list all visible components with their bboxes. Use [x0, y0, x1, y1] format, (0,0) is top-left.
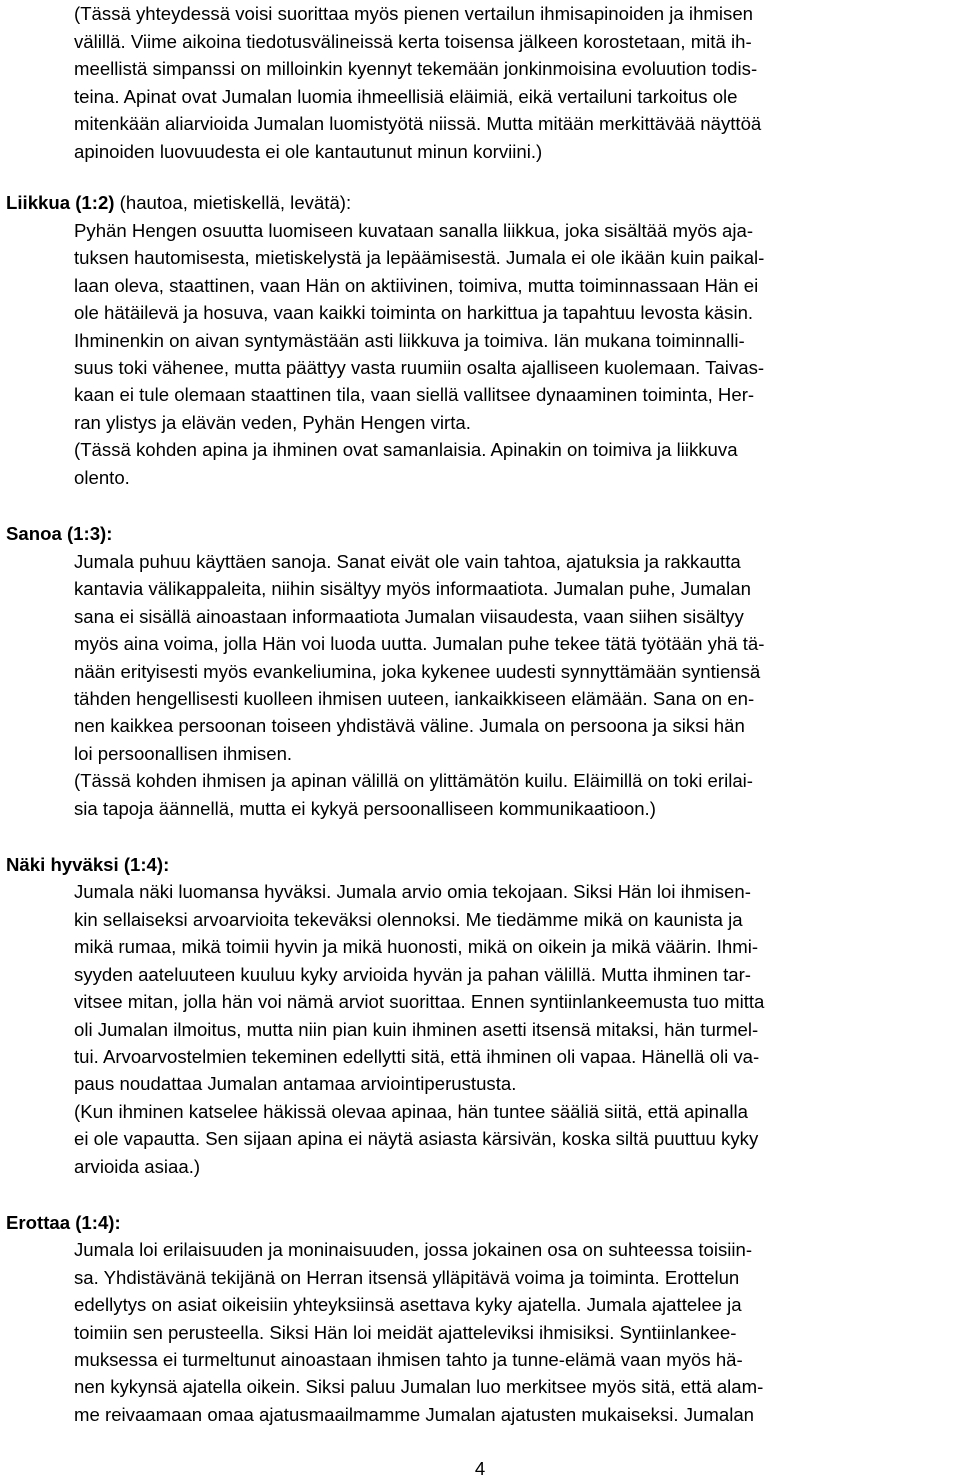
section-line: ran ylistys ja elävän veden, Pyhän Hengen virta.	[74, 412, 471, 433]
section-line: tähden hengellisesti kuolleen ihmisen uuteen, iankaikkiseen elämään. Sana on en-	[74, 688, 755, 709]
section-line: ei ole vapautta. Sen sijaan apina ei näytä asiasta kärsivän, koska siltä puuttuu kyky	[74, 1128, 759, 1149]
section-line: muksessa ei turmeltunut ainoastaan ihmisen tahto ja tunne-elämä vaan myös hä-	[74, 1349, 743, 1370]
intro-line: (Tässä yhteydessä voisi suorittaa myös pienen vertailun ihmisapinoiden ja ihmisen	[74, 3, 754, 24]
section-heading-term: Sanoa (1:3):	[6, 523, 113, 544]
section-heading-term: Näki hyväksi (1:4):	[6, 854, 170, 875]
section-line: arvioida asiaa.)	[74, 1156, 201, 1177]
section-line: kaan ei tule olemaan staattinen tila, vaan siellä vallitsee dynaaminen toiminta, Her-	[74, 384, 755, 405]
section-line: Jumala näki luomansa hyväksi. Jumala arvio omia tekojaan. Siksi Hän loi ihmisen-	[74, 881, 751, 902]
intro-line: apinoiden luovuudesta ei ole kantautunut minun korviini.)	[74, 141, 543, 162]
section-line: syyden aateluuteen kuuluu kyky arvioida hyvän ja pahan välillä. Mutta ihminen tar-	[74, 964, 751, 985]
section-line: (Kun ihminen katselee häkissä olevaa apinaa, hän tuntee sääliä siitä, että apinalla	[74, 1101, 748, 1122]
intro-line: mitenkään aliarvioida Jumalan luomistyötä niissä. Mutta mitään merkittävää näyttöä	[74, 113, 762, 134]
page-number: 4	[474, 1458, 486, 1479]
section-line: (Tässä kohden ihmisen ja apinan välillä on ylittämätön kuilu. Eläimillä on toki erilai-	[74, 770, 753, 791]
section-line: kin sellaiseksi arvoarvioita tekeväksi olennoksi. Me tiedämme mikä on kaunista ja	[74, 909, 743, 930]
section-heading	[6, 1211, 121, 1235]
section-line: Jumala loi erilaisuuden ja moninaisuuden, jossa jokainen osa on suhteessa toisiin-	[74, 1239, 753, 1260]
section-heading	[6, 191, 351, 215]
section-line: loi persoonallisen ihmisen.	[74, 743, 293, 764]
section-line: suus toki vähenee, mutta päättyy vasta ruumiin osalta ajalliseen kuolemaan. Taivas-	[74, 357, 765, 378]
section-line: mikä rumaa, mikä toimii hyvin ja mikä huonosti, mikä on oikein ja mikä väärin. Ihmi-	[74, 936, 759, 957]
section-heading	[6, 522, 112, 546]
section-line: sia tapoja äännellä, mutta ei kykyä persoonalliseen kommunikaatioon.)	[74, 798, 656, 819]
section-line: nään erityisesti myös evankeliumina, joka kykenee uudesti synnyttämään syntiensä	[74, 661, 761, 682]
section-line: nen kaikkea persoonan toiseen yhdistävä väline. Jumala on persoona ja siksi hän	[74, 715, 745, 736]
section-line: Jumala puhuu käyttäen sanoja. Sanat eivät ole vain tahtoa, ajatuksia ja rakkautta	[74, 551, 741, 572]
section-line: nen kykynsä ajatella oikein. Siksi paluu Jumalan luo merkitsee myös sitä, että alam-	[74, 1376, 764, 1397]
section-line: oli Jumalan ilmoitus, mutta niin pian kuin ihminen asetti itsensä mitaksi, hän turmel-	[74, 1019, 759, 1040]
section-line: tui. Arvoarvostelmien tekeminen edellytti sitä, että ihminen oli vapaa. Hänellä oli va-	[74, 1046, 760, 1067]
section-line: toimiin sen perusteella. Siksi Hän loi meidät ajatteleviksi ihmisiksi. Syntiinlankee-	[74, 1322, 737, 1343]
section-line: sana ei sisällä ainoastaan informaatiota Jumalan viisaudesta, vaan siihen sisältyy	[74, 606, 744, 627]
section-line: vitsee mitan, jolla hän voi nämä arviot suorittaa. Ennen syntiinlankeemusta tuo mitta	[74, 991, 765, 1012]
section-line: laan oleva, staattinen, vaan Hän on aktiivinen, toimiva, mutta toiminnassaan Hän ei	[74, 275, 759, 296]
section-heading-term: Liikkua (1:2)	[6, 192, 115, 213]
section-line: olento.	[74, 467, 130, 488]
section-line: Pyhän Hengen osuutta luomiseen kuvataan sanalla liikkua, joka sisältää myös aja-	[74, 220, 754, 241]
section-line: (Tässä kohden apina ja ihminen ovat samanlaisia. Apinakin on toimiva ja liikkuva	[74, 439, 738, 460]
section-heading	[6, 853, 169, 877]
section-line: Ihminenkin on aivan syntymästään asti liikkuva ja toimiva. Iän mukana toiminnalli-	[74, 330, 745, 351]
section-line: paus noudattaa Jumalan antamaa arviointiperustusta.	[74, 1073, 517, 1094]
intro-line: meellistä simpanssi on milloinkin kyennyt tekemään jonkinmoisina evoluution todis-	[74, 58, 758, 79]
section-heading-note: (hautoa, mietiskellä, levätä):	[114, 192, 352, 213]
section-line: sa. Yhdistävänä tekijänä on Herran itsensä ylläpitävä voima ja toiminta. Erottelun	[74, 1267, 740, 1288]
section-line: edellytys on asiat oikeisiin yhteyksiinsä asettava kyky ajatella. Jumala ajattelee ja	[74, 1294, 742, 1315]
section-line: kantavia välikappaleita, niihin sisältyy myös informaatiota. Jumalan puhe, Jumalan	[74, 578, 751, 599]
section-line: myös aina voima, jolla Hän voi luoda uutta. Jumalan puhe tekee tätä työtään yhä tä-	[74, 633, 765, 654]
intro-line: teina. Apinat ovat Jumalan luomia ihmeellisiä eläimiä, eikä vertailuni tarkoitus ole	[74, 86, 738, 107]
section-heading-term: Erottaa (1:4):	[6, 1212, 121, 1233]
section-line: me reivaamaan omaa ajatusmaailmamme Jumalan ajatusten mukaiseksi. Jumalan	[74, 1404, 755, 1425]
intro-line: välillä. Viime aikoina tiedotusvälineissä kerta toisensa jälkeen korostetaan, mitä ih-	[74, 31, 752, 52]
section-line: ole hätäilevä ja hosuva, vaan kaikki toiminta on harkittua ja tapahtuu levosta käsin.	[74, 302, 754, 323]
section-line: tuksen hautomisesta, mietiskelystä ja lepäämisestä. Jumala ei ole ikään kuin paikal-	[74, 247, 765, 268]
